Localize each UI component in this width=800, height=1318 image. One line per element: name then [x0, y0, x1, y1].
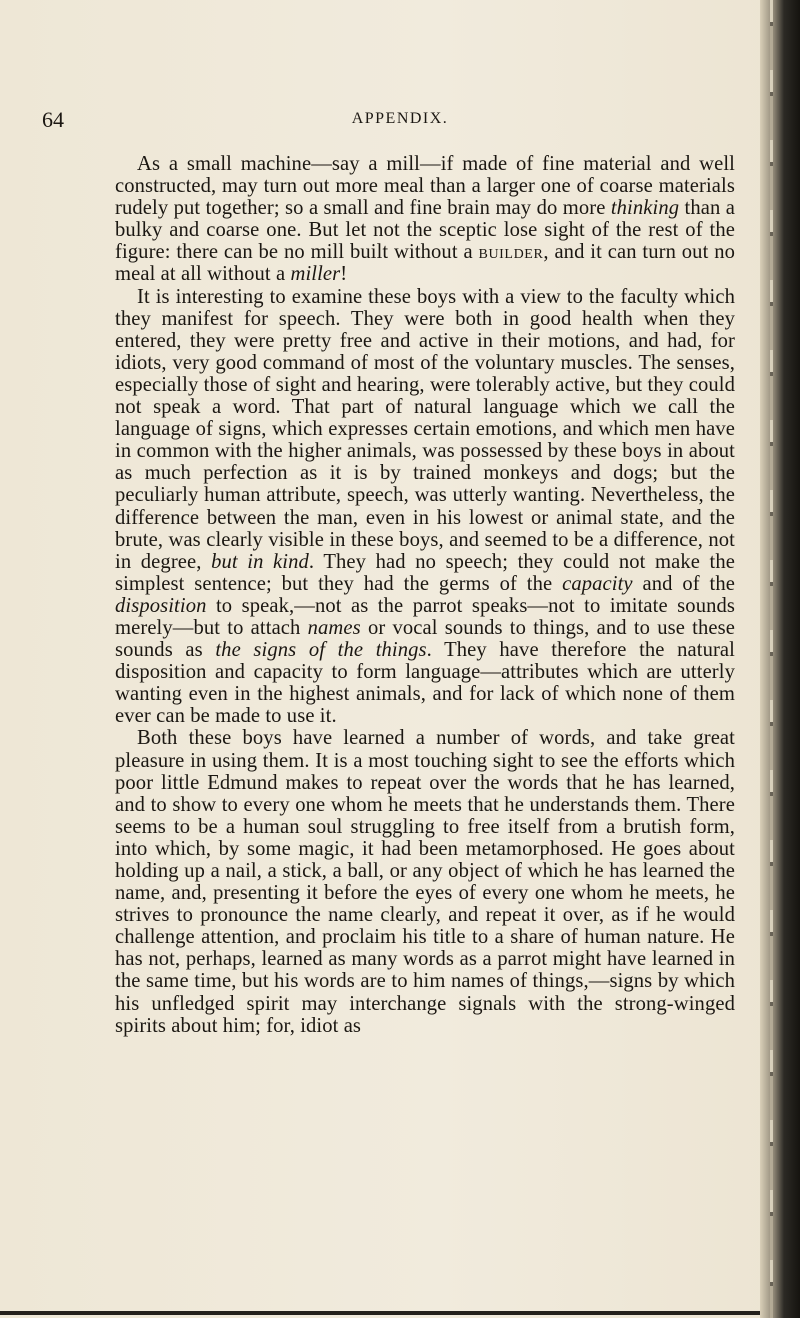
italic-run: thinking: [610, 197, 680, 220]
body-text: [115, 153, 735, 1037]
running-title: APPENDIX.: [351, 110, 449, 127]
page-number: 64: [42, 107, 64, 132]
text-run: It is interesting to examine these boys with a view to the faculty which they manifest for speech. They were both in good health when they entered, they were pretty free and active in their motions, and had, for idiots, very good command of most of the voluntary muscles. The senses, especially those of sight and hearing, were tolerably active, but they could not speak a word. That part of natural language which we call the language of signs, which expresses certain emotions, and which men have in common with the higher animals, was possessed by these boys in about as much perfection as it is by trained monkeys and dogs; but the peculiarly human attribute, speech, was utterly wanting. Nevertheless, the difference between the man, even in his lowest or animal state, and the brute, was clearly visible in these boys, and seemed to be a difference, not in degree,: [115, 285, 735, 573]
text-run: . They have therefore the natural disposition and capacity to form language—attributes which are utterly wanting even in the highest animals, and for lack of which none of them ever can be made to use it.: [115, 639, 735, 728]
paragraph: [115, 286, 735, 728]
text-run: or vocal sounds to things, and to use these sounds as: [115, 616, 735, 662]
text-run: and of the: [632, 572, 735, 595]
italic-run: disposition: [115, 594, 207, 617]
text-run: . They had no speech; they could not make the simplest sentence; but they had the germs of the: [115, 550, 736, 595]
text-run: than a bulky and coarse one. But let not the sceptic lose sight of the rest of the figure: there can be no mill built without a: [115, 197, 735, 264]
text-run: !: [340, 263, 348, 286]
italic-run: the signs of the things: [215, 639, 427, 662]
italic-run: capacity: [562, 572, 633, 595]
paragraph: [115, 727, 735, 1036]
text-run: As a small machine—say a mill—if made of fine material and well constructed, may turn out more meal than a larger one of coarse materials rudely put together; so a small and fine brain may do more: [115, 153, 735, 220]
bottom-rule: [0, 1311, 760, 1315]
italic-run: names: [307, 616, 361, 639]
page-edge-shadow: [760, 0, 800, 1318]
text-run: Both these boys have learned a number of words, and take great pleasure in using them. It is a most touching sight to see the efforts which poor little Edmund makes to repeat over the words that he has learned, and to show to every one whom he meets that he understands them. There seems to be a human soul struggling to free itself from a brutish form, into which, by some magic, it had been metamorphosed. He goes about holding up a nail, a stick, a ball, or any object of which he has learned the name, and, presenting it before the eyes of every one whom he meets, he strives to pronounce the name clearly, and repeat it over, as if he would challenge attention, and proclaim his title to a share of human nature. He has not, perhaps, learned as many words as a parrot might have learned in the same time, but his words are to him names of things,—signs by which his unfledged spirit may interchange signals with the strong-winged spirits about him; for, idiot as: [115, 727, 735, 1037]
text-run: to speak,—not as the parrot speaks—not to imitate sounds merely—but to attach: [115, 594, 735, 639]
paragraph: [115, 153, 735, 286]
italic-run: but in kind: [211, 550, 309, 573]
small-caps-run: builder: [478, 241, 544, 264]
text-run: , and it can turn out no meal at all without a: [115, 241, 735, 286]
italic-run: miller: [290, 263, 341, 286]
page-header: [0, 107, 760, 137]
